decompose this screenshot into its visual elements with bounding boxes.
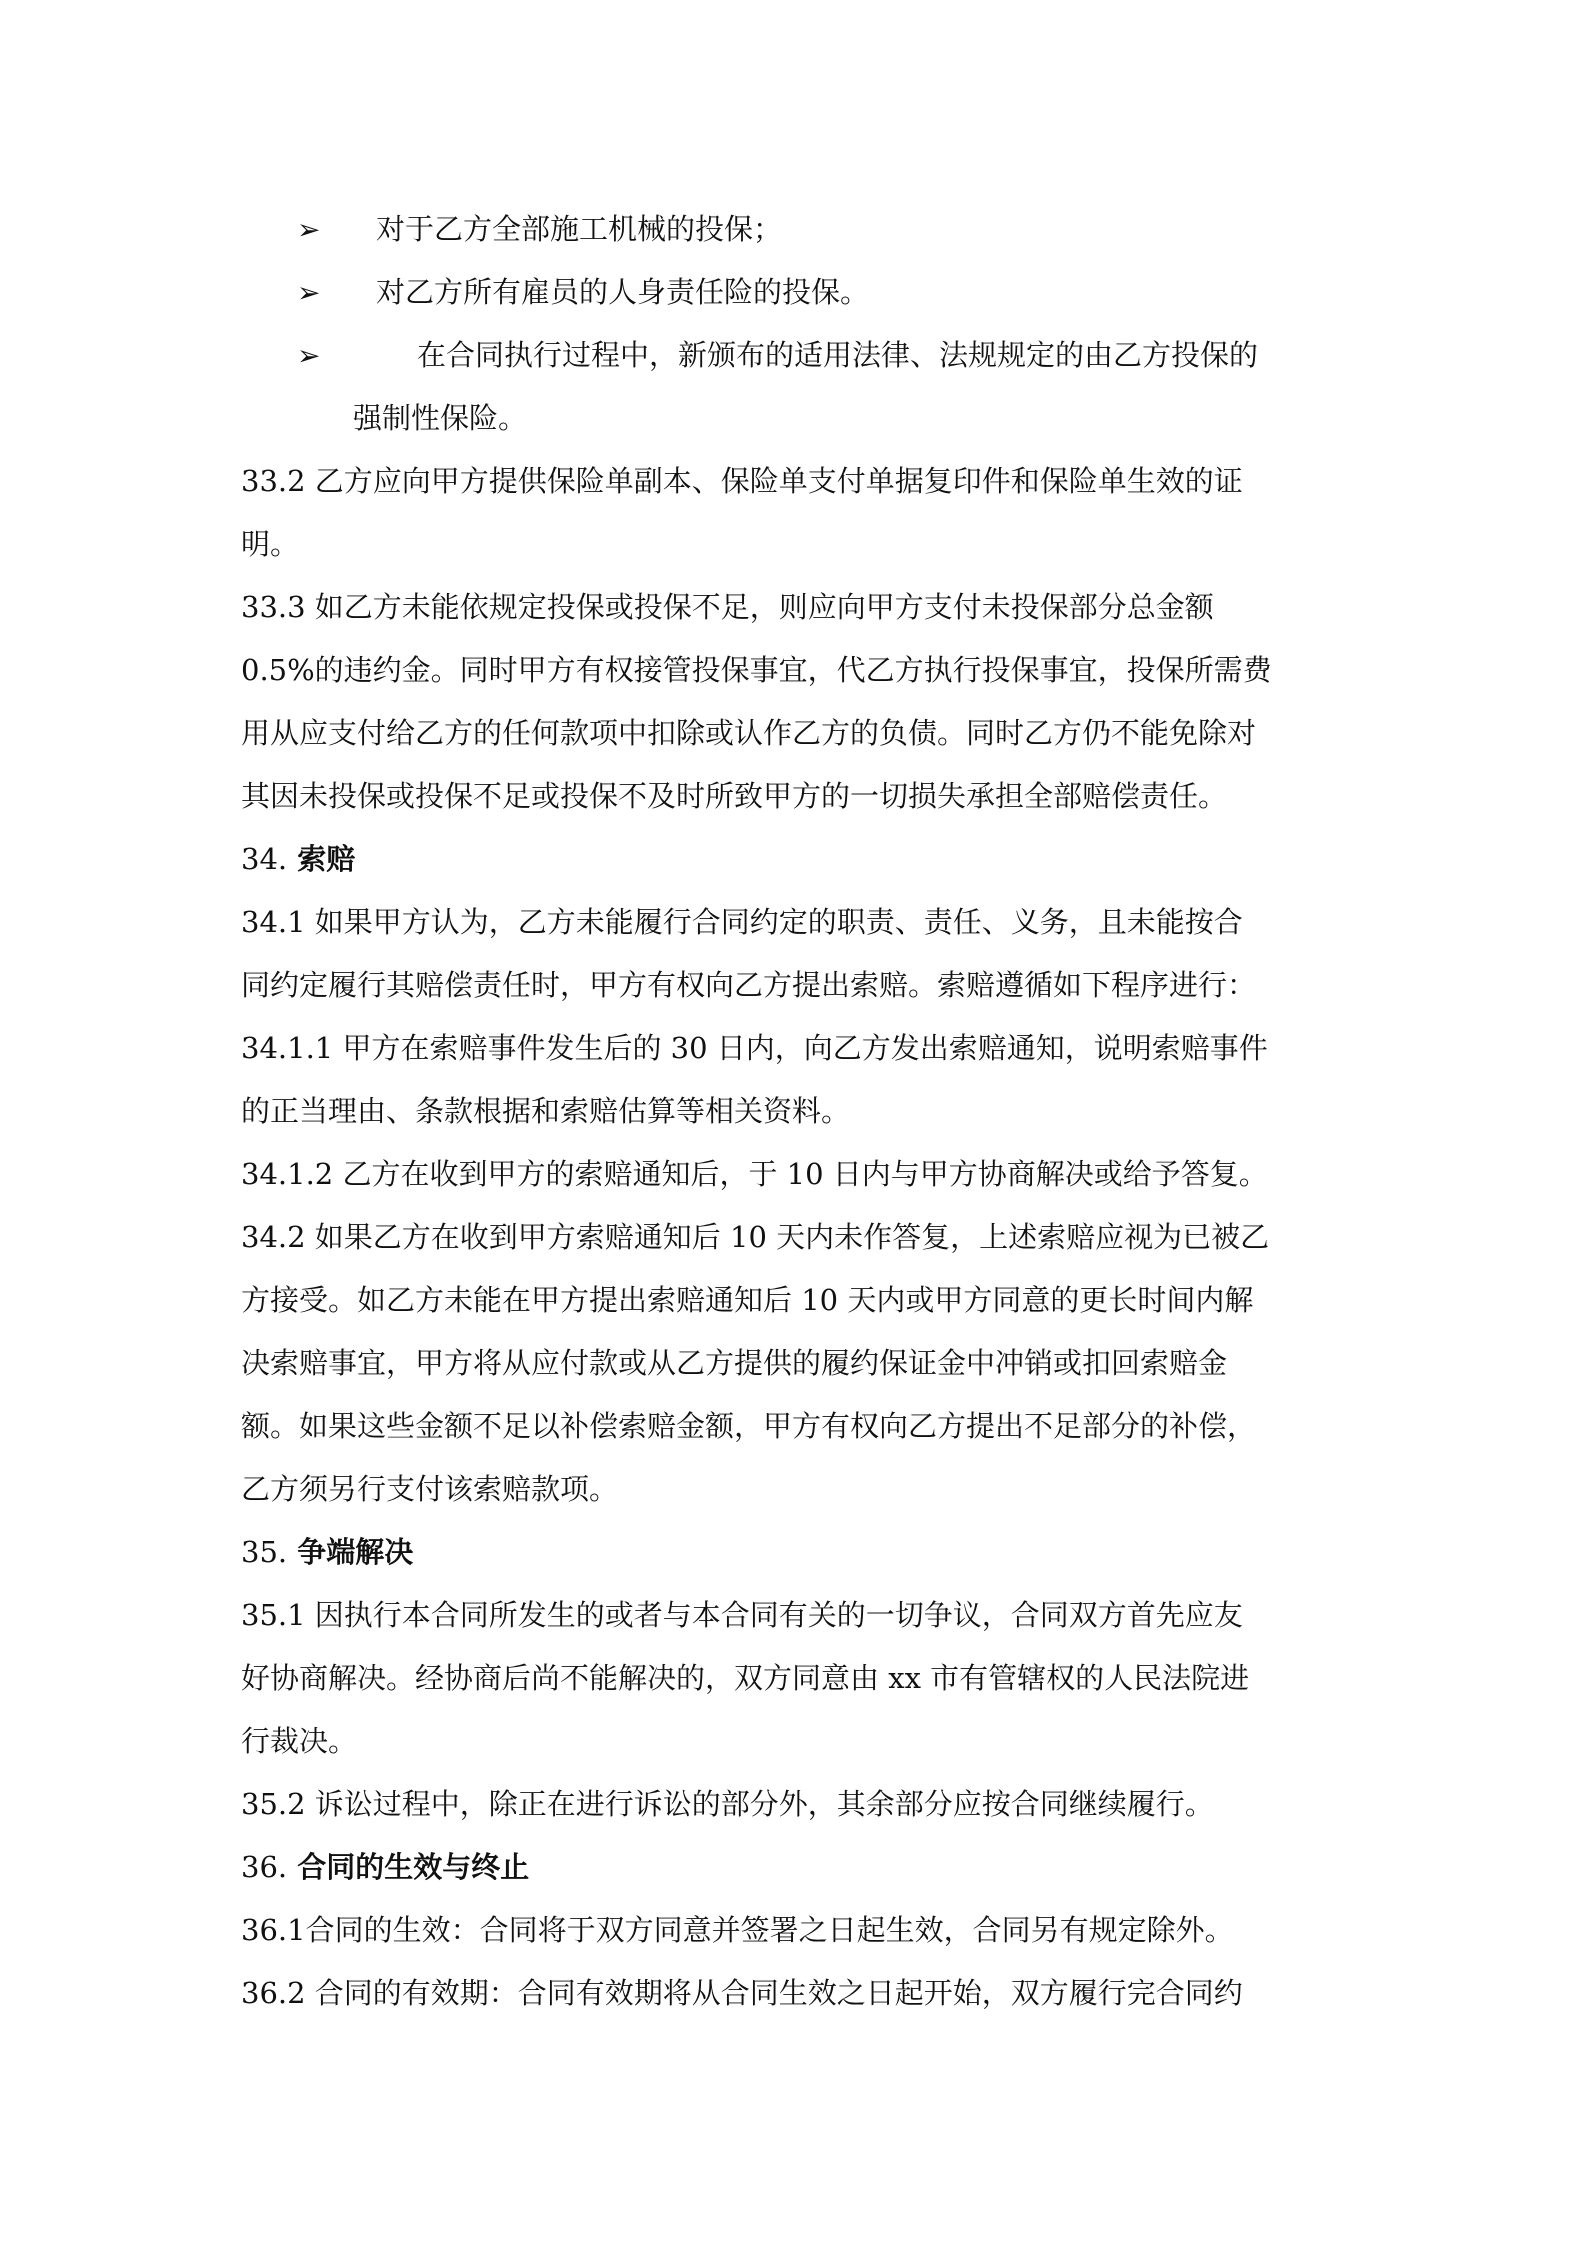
clause-35-2 [241, 1773, 1356, 1836]
clause-34-1 [241, 891, 1356, 1017]
paragraph-line: 好协商解决。经协商后尚不能解决的，双方同意由 xx 市有管辖权的人民法院进 [241, 1661, 1250, 1695]
bullet-text: 对乙方所有雇员的人身责任险的投保。 [376, 275, 870, 309]
paragraph-line: 33.3 如乙方未能依规定投保或投保不足，则应向甲方支付未投保部分总金额 [241, 590, 1214, 624]
section-heading-34 [241, 828, 1356, 891]
paragraph-line: 方接受。如乙方未能在甲方提出索赔通知后 10 天内或甲方同意的更长时间内解 [241, 1283, 1254, 1317]
clause-35-1 [241, 1584, 1356, 1773]
paragraph-line: 36.1合同的生效：合同将于双方同意并签署之日起生效，合同另有规定除外。 [241, 1913, 1234, 1947]
section-number: 34. [241, 842, 288, 876]
section-heading-35 [241, 1521, 1356, 1584]
paragraph-line: 34.1.2 乙方在收到甲方的索赔通知后，于 10 日内与甲方协商解决或给予答复。 [241, 1157, 1268, 1191]
bullet-text: 对于乙方全部施工机械的投保； [376, 212, 783, 246]
paragraph-line: 36.2 合同的有效期：合同有效期将从合同生效之日起开始，双方履行完合同约 [241, 1976, 1243, 2010]
bullet-item [241, 324, 1356, 387]
bullet-text: 在合同执行过程中，新颁布的适用法律、法规规定的由乙方投保的 [417, 338, 1259, 372]
paragraph-line: 34.1 如果甲方认为，乙方未能履行合同约定的职责、责任、义务，且未能按合 [241, 905, 1243, 939]
section-title: 争端解决 [297, 1535, 414, 1569]
paragraph-line: 决索赔事宜，甲方将从应付款或从乙方提供的履约保证金中冲销或扣回索赔金 [241, 1346, 1228, 1380]
document-body [241, 198, 1356, 2025]
arrow-bullet-icon: ➢ [297, 276, 321, 309]
bullet-item [241, 261, 1356, 324]
clause-33-2 [241, 450, 1356, 576]
arrow-bullet-icon: ➢ [297, 339, 321, 372]
paragraph-line: 的正当理由、条款根据和索赔估算等相关资料。 [241, 1094, 851, 1128]
bullet-item [241, 198, 1356, 261]
section-number: 36. [241, 1850, 288, 1884]
clause-34-1-2 [241, 1143, 1356, 1206]
paragraph-line: 35.2 诉讼过程中，除正在进行诉讼的部分外，其余部分应按合同继续履行。 [241, 1787, 1214, 1821]
clause-34-1-1 [241, 1017, 1356, 1143]
paragraph-line: 额。如果这些金额不足以补偿索赔金额，甲方有权向乙方提出不足部分的补偿， [241, 1409, 1257, 1443]
clause-34-2 [241, 1206, 1356, 1521]
paragraph-line: 同约定履行其赔偿责任时，甲方有权向乙方提出索赔。索赔遵循如下程序进行： [241, 968, 1257, 1002]
paragraph-line: 0.5%的违约金。同时甲方有权接管投保事宜，代乙方执行投保事宜，投保所需费 [241, 653, 1272, 687]
section-title: 索赔 [297, 842, 356, 876]
section-title: 合同的生效与终止 [297, 1850, 530, 1884]
paragraph-line: 明。 [241, 527, 300, 561]
paragraph-line: 用从应支付给乙方的任何款项中扣除或认作乙方的负债。同时乙方仍不能免除对 [241, 716, 1257, 750]
section-heading-36 [241, 1836, 1356, 1899]
paragraph-line: 35.1 因执行本合同所发生的或者与本合同有关的一切争议，合同双方首先应友 [241, 1598, 1243, 1632]
clause-36-2 [241, 1962, 1356, 2025]
paragraph-line: 其因未投保或投保不足或投保不及时所致甲方的一切损失承担全部赔偿责任。 [241, 779, 1228, 813]
paragraph-line: 行裁决。 [241, 1724, 358, 1758]
paragraph-line: 33.2 乙方应向甲方提供保险单副本、保险单支付单据复印件和保险单生效的证 [241, 464, 1243, 498]
clause-33-3 [241, 576, 1356, 828]
bullet-continuation: 强制性保险。 [353, 401, 528, 435]
paragraph-line: 34.2 如果乙方在收到甲方索赔通知后 10 天内未作答复，上述索赔应视为已被乙 [241, 1220, 1270, 1254]
section-number: 35. [241, 1535, 288, 1569]
paragraph-line: 乙方须另行支付该索赔款项。 [241, 1472, 619, 1506]
arrow-bullet-icon: ➢ [297, 213, 321, 246]
clause-36-1 [241, 1899, 1356, 1962]
paragraph-line: 34.1.1 甲方在索赔事件发生后的 30 日内，向乙方发出索赔通知，说明索赔事件 [241, 1031, 1268, 1065]
